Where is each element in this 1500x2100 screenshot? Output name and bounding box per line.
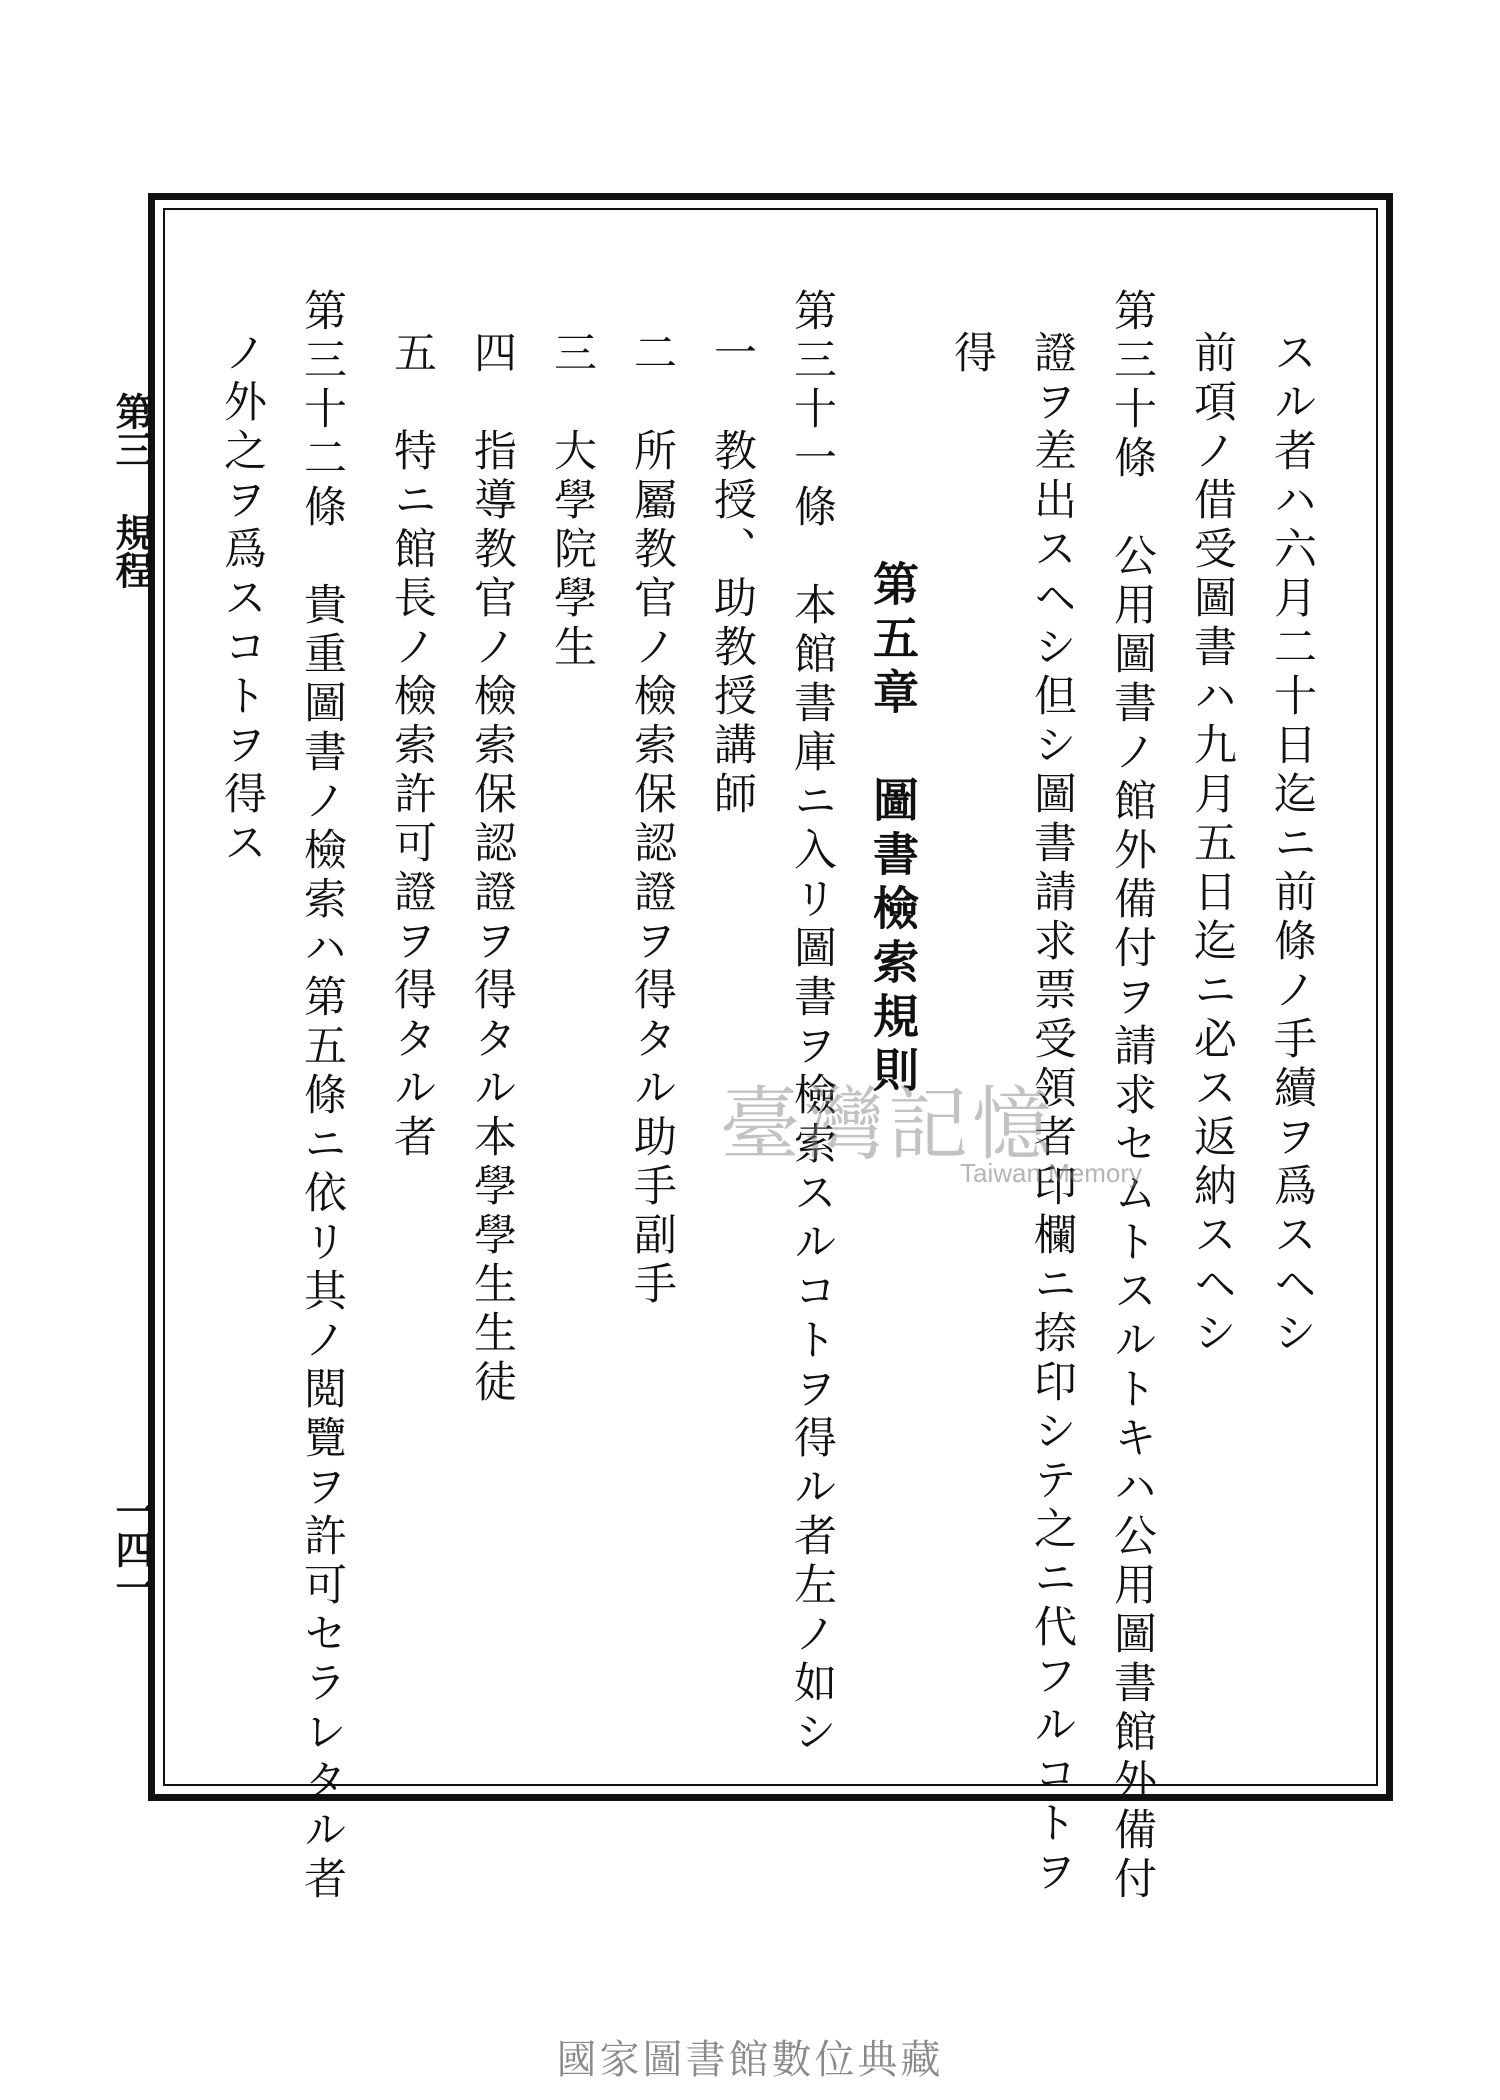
text-column-2: 前項ノ借受圖書ハ九月五日迄ニ必ス返納スヘシ	[1187, 330, 1237, 1359]
text-column-3: 第三十條 公用圖書ノ館外備付ヲ請求セムトスルトキハ公用圖書館外備付	[1107, 288, 1157, 1905]
text-column-5: 得	[947, 330, 997, 379]
article-32: 第三十二條 貴重圖書ノ檢索ハ第五條ニ依リ其ノ閲覽ヲ許可セラレタル者	[297, 288, 347, 1905]
list-item-4: 四 指導教官ノ檢索保認證ヲ得タル本學學生生徒	[467, 330, 517, 1408]
list-item-1: 一 教授、助教授講師	[707, 330, 757, 820]
text-column-1: スル者ハ六月二十日迄ニ前條ノ手續ヲ爲スヘシ	[1267, 330, 1317, 1359]
list-item-5: 五 特ニ館長ノ檢索許可證ヲ得タル者	[387, 330, 437, 1163]
footer-text: 國家圖書館數位典藏	[556, 2037, 944, 2083]
list-item-2: 二 所屬教官ノ檢索保認證ヲ得タル助手副手	[627, 330, 677, 1310]
article-31: 第三十一條 本館書庫ニ入リ圖書ヲ檢索スルコトヲ得ル者左ノ如シ	[787, 288, 837, 1758]
list-item-3: 三 大學院學生	[547, 330, 597, 673]
chapter-heading: 第五章 圖書檢索規則	[866, 560, 920, 1100]
watermark-logo: 臺灣記憶	[720, 1078, 1056, 1171]
running-head: 第三 規程	[109, 392, 154, 589]
text-column-last: ノ外之ヲ爲スコトヲ得ス	[217, 330, 267, 869]
text-column-4: 證ヲ差出スヘシ但シ圖書請求票受領者印欄ニ捺印シテ之ニ代フルコトヲ	[1027, 330, 1077, 1898]
watermark-subtext: Taiwan Memory	[960, 1158, 1143, 1188]
page-number: 一四一	[109, 1492, 154, 1606]
